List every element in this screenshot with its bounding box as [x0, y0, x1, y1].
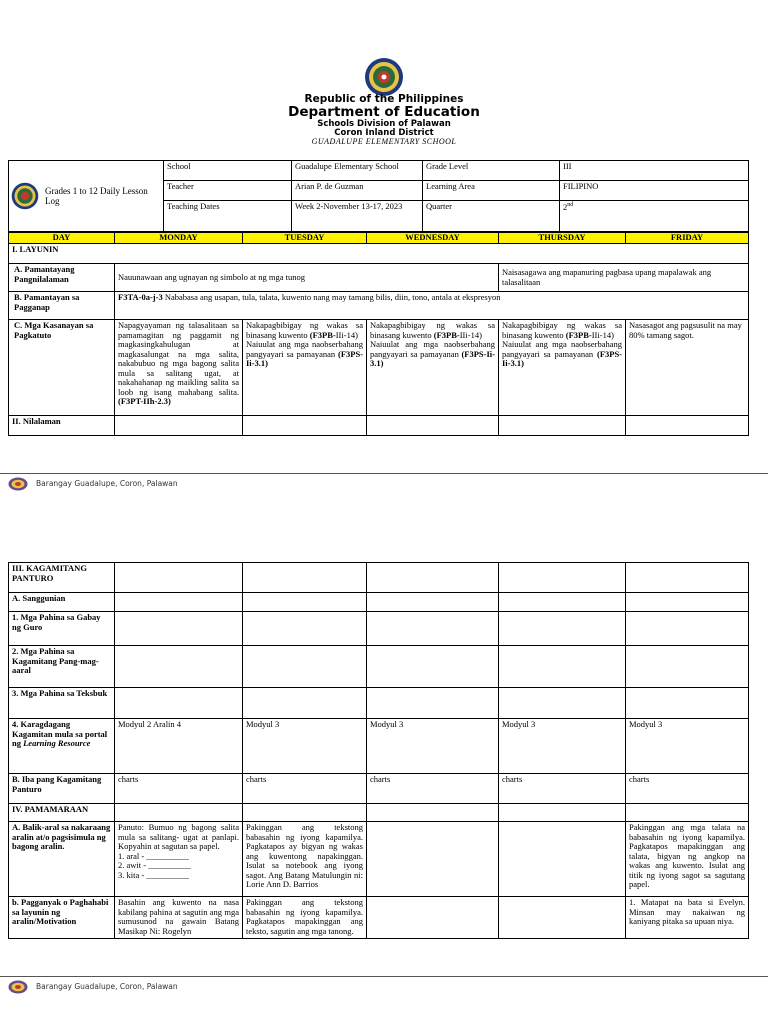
- empty-cell: [626, 593, 749, 612]
- iba-pang-monday: charts: [115, 774, 243, 804]
- karagdagang-thursday: Modyul 3: [499, 719, 626, 774]
- pagganyak-tuesday: Pakinggan ang tekstong babasahin ng iyong kapamilya. Pagkatapos mapakinggan ang teksto, sagutin ang mga tanong.: [243, 897, 367, 939]
- materials-procedure-table: [8, 562, 749, 939]
- empty-cell: [243, 646, 367, 688]
- iba-pang-thursday: charts: [499, 774, 626, 804]
- empty-cell: [499, 646, 626, 688]
- empty-cell: [499, 688, 626, 719]
- teksbuk-label: 3. Mga Pahina sa Teksbuk: [9, 688, 115, 719]
- nilalaman-wednesday: [367, 416, 499, 436]
- nilalaman-monday: [115, 416, 243, 436]
- empty-cell: [499, 804, 626, 822]
- area-label: Learning Area: [423, 181, 560, 201]
- empty-cell: [243, 563, 367, 593]
- pamantayang-pangnilalaman-mt: Nauunawaan ang ugnayan ng simbolo at ng mga tunog: [115, 264, 499, 292]
- empty-cell: [626, 646, 749, 688]
- kasanayan-friday: Nasasagot ang pagsusulit na may 80% tamang sagot.: [626, 320, 749, 416]
- page-footer: [8, 477, 178, 491]
- division-name: Schools Division of Palawan: [317, 119, 451, 129]
- grade-value: III: [560, 161, 749, 181]
- empty-cell: [367, 688, 499, 719]
- empty-cell: [499, 822, 626, 897]
- iba-pang-kagamitan-label: B. Iba pang Kagamitang Panturo: [9, 774, 115, 804]
- kasanayan-label: C. Mga Kasanayan sa Pagkatuto: [9, 320, 115, 416]
- department-name: Department of Education: [288, 104, 480, 120]
- nilalaman-tuesday: [243, 416, 367, 436]
- empty-cell: [115, 593, 243, 612]
- nilalaman-label: II. Nilalaman: [9, 416, 115, 436]
- kagamitang-mag-aaral-label: 2. Mga Pahina sa Kagamitang Pang-mag-aaral: [9, 646, 115, 688]
- empty-cell: [243, 688, 367, 719]
- quarter-label: Quarter: [423, 201, 560, 232]
- karagdagang-tuesday: Modyul 3: [243, 719, 367, 774]
- empty-cell: [367, 612, 499, 646]
- empty-cell: [626, 804, 749, 822]
- kasanayan-tuesday: Nakapagbibigay ng wakas sa binasang kuwento (F3PB-IIi-14) Naiuulat ang mga naobserbahang pangyayari sa pamayanan (F3PS-Ii-3.1): [243, 320, 367, 416]
- empty-cell: [367, 897, 499, 939]
- karagdagang-kagamitan-label: 4. Karagdagang Kagamitan mula sa portal ng Learning Resource: [9, 719, 115, 774]
- empty-cell: [367, 646, 499, 688]
- empty-cell: [115, 563, 243, 593]
- thursday-header: THURSDAY: [499, 233, 626, 244]
- balik-aral-tuesday: Pakinggan ang tekstong babasahin ng iyong kapamilya. Pagkatapos ay bigyan ng wakas ang kuwentong napakinggan. Isulat sa notebook ang iyong sagot. Ang Batang Matulungin ni: Lorie Ann D. Barrios: [243, 822, 367, 897]
- district-name: Coron Inland District: [334, 128, 434, 138]
- karagdagang-wednesday: Modyul 3: [367, 719, 499, 774]
- log-title-cell: [9, 161, 164, 232]
- teacher-label: Teacher: [164, 181, 292, 201]
- page-footer: [8, 980, 178, 994]
- balik-aral-friday: Pakinggan ang mga talata na babasahin ng iyong kapamilya. Pagkatapos mapakinggan ang talata, bigyan ng angkop na wakas ang kuwento. Isulat ang titik ng iyong sagot sa sagutang papel.: [626, 822, 749, 897]
- kagamitang-panturo-label: III. KAGAMITANG PANTURO: [9, 563, 115, 593]
- pamantayang-pangnilalaman-wtf: Naisasagawa ang mapanuring pagbasa upang mapalawak ang talasalitaan: [499, 264, 749, 292]
- school-label: School: [164, 161, 292, 181]
- dates-value: Week 2-November 13-17, 2023: [292, 201, 423, 232]
- kasanayan-thursday: Nakapagbibigay ng wakas sa binasang kuwento (F3PB-IIi-14) Naiuulat ang mga naobserbahang pangyayari sa pamayanan (F3PS-Ii-3.1): [499, 320, 626, 416]
- karagdagang-monday: Modyul 2 Aralin 4: [115, 719, 243, 774]
- empty-cell: [499, 563, 626, 593]
- pagganyak-friday: 1. Matapat na bata si Evelyn. Minsan may nakaiwan ng kaniyang pitaka sa upuan niya.: [626, 897, 749, 939]
- footer-address: Barangay Guadalupe, Coron, Palawan: [36, 479, 178, 488]
- school-value: Guadalupe Elementary School: [292, 161, 423, 181]
- quarter-value: 2nd: [560, 201, 749, 232]
- empty-cell: [499, 612, 626, 646]
- lesson-log-info-table: [8, 160, 749, 232]
- pamantayan-pagganap-label: B. Pamantayan sa Pagganap: [9, 292, 115, 320]
- wednesday-header: WEDNESDAY: [367, 233, 499, 244]
- friday-header: FRIDAY: [626, 233, 749, 244]
- tuesday-header: TUESDAY: [243, 233, 367, 244]
- empty-cell: [499, 593, 626, 612]
- country-name: Republic of the Philippines: [304, 93, 464, 105]
- area-value: FILIPINO: [560, 181, 749, 201]
- school-logo-icon: [8, 477, 28, 491]
- empty-cell: [626, 612, 749, 646]
- empty-cell: [367, 804, 499, 822]
- empty-cell: [115, 688, 243, 719]
- empty-cell: [115, 612, 243, 646]
- dates-label: Teaching Dates: [164, 201, 292, 232]
- footer-address: Barangay Guadalupe, Coron, Palawan: [36, 982, 178, 991]
- empty-cell: [367, 593, 499, 612]
- sanggunian-label: A. Sanggunian: [9, 593, 115, 612]
- empty-cell: [367, 822, 499, 897]
- empty-cell: [367, 563, 499, 593]
- kasanayan-monday: Napagyayaman ng talasalitaan sa pamamagitan ng paggamit ng magkasingkahulugan at magkasalungat na mga salita, nakabubuo ng mga bagong salita mula sa salitang ugat, at nakahahanap ng maikling salita sa loob ng isang mahabang salita. (F3PT-IIh-2.3): [115, 320, 243, 416]
- school-logo-icon: [8, 980, 28, 994]
- empty-cell: [243, 804, 367, 822]
- empty-cell: [626, 563, 749, 593]
- day-header: DAY: [9, 233, 115, 244]
- footer-divider: [0, 976, 768, 977]
- empty-cell: [115, 646, 243, 688]
- pamantayang-pangnilalaman-label: A. Pamantayang Pangnilalaman: [9, 264, 115, 292]
- deped-seal-icon: [364, 57, 404, 97]
- pamantayan-pagganap-text: F3TA-0a-j-3 Nababasa ang usapan, tula, talata, kuwento nang may tamang bilis, diin, tono, antala at ekspresyon: [115, 292, 749, 320]
- empty-cell: [499, 897, 626, 939]
- balik-aral-monday: Panuto: Bumuo ng bagong salita mula sa salitang- ugat at panlapi. Kopyahin at sagutan sa papel. 1. aral - __________ 2. awit - __________ 3. kita - __________: [115, 822, 243, 897]
- nilalaman-thursday: [499, 416, 626, 436]
- iba-pang-tuesday: charts: [243, 774, 367, 804]
- gabay-guro-label: 1. Mga Pahina sa Gabay ng Guro: [9, 612, 115, 646]
- pamamaraan-label: IV. PAMAMARAAN: [9, 804, 115, 822]
- pagganyak-monday: Basahin ang kuwento na nasa kabilang pahina at sagutin ang mga sumusunod na gawain Batang Masikap Ni: Rogelyn: [115, 897, 243, 939]
- footer-divider: [0, 473, 768, 474]
- pagganyak-label: b. Pagganyak o Paghahabi sa layunin ng aralin/Motivation: [9, 897, 115, 939]
- empty-cell: [243, 612, 367, 646]
- empty-cell: [243, 593, 367, 612]
- iba-pang-wednesday: charts: [367, 774, 499, 804]
- monday-header: MONDAY: [115, 233, 243, 244]
- deped-seal-icon: [11, 182, 39, 210]
- grade-label: Grade Level: [423, 161, 560, 181]
- kasanayan-wednesday: Nakapagbibigay ng wakas sa binasang kuwento (F3PB-IIi-14) Naiuulat ang mga naobserbahang pangyayari sa pamayanan (F3PS-Ii-3.1): [367, 320, 499, 416]
- teacher-value: Arian P. de Guzman: [292, 181, 423, 201]
- balik-aral-label: A. Balik-aral sa nakaraang aralin at/o pagsisimula ng bagong aralin.: [9, 822, 115, 897]
- iba-pang-friday: charts: [626, 774, 749, 804]
- karagdagang-friday: Modyul 3: [626, 719, 749, 774]
- empty-cell: [115, 804, 243, 822]
- school-name: GUADALUPE ELEMENTARY SCHOOL: [311, 137, 457, 146]
- log-title: Grades 1 to 12 Daily Lesson Log: [45, 185, 148, 206]
- layunin-heading: I. LAYUNIN: [9, 244, 749, 264]
- nilalaman-friday: [626, 416, 749, 436]
- empty-cell: [626, 688, 749, 719]
- objectives-table: [8, 232, 749, 436]
